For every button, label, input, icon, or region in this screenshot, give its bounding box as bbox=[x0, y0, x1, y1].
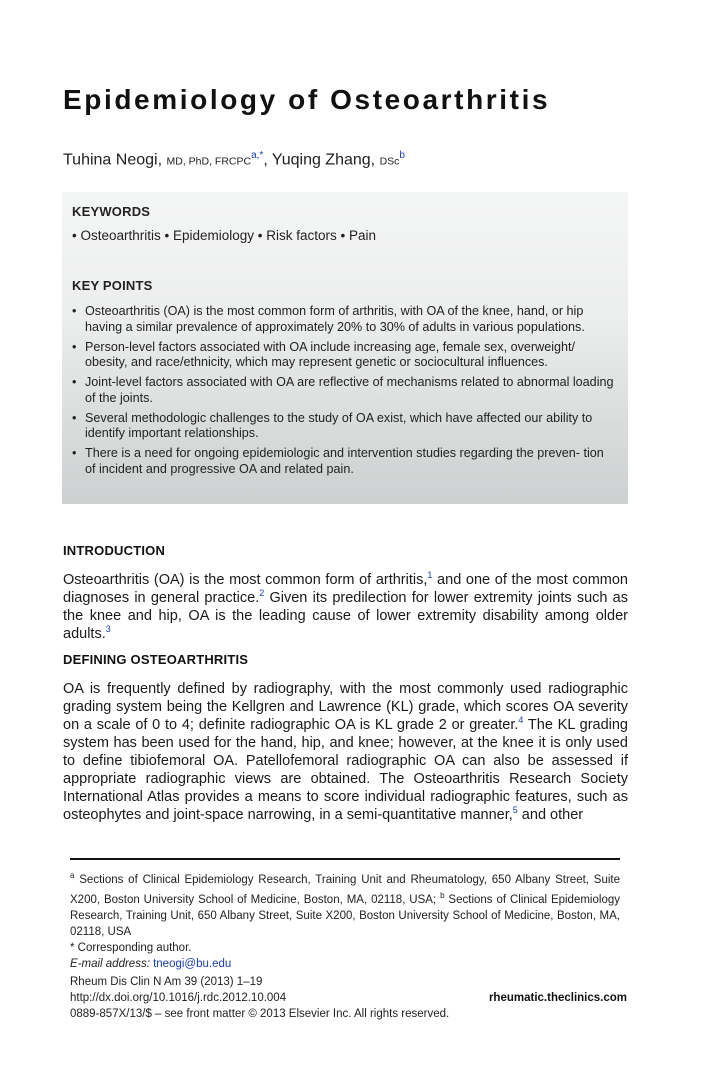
reference-link[interactable]: 5 bbox=[512, 805, 518, 816]
author-credentials: DSc bbox=[379, 155, 400, 168]
introduction-paragraph bbox=[63, 571, 628, 643]
introduction-heading: INTRODUCTION bbox=[63, 543, 166, 558]
key-point-item: • There is a need for ongoing epidemiologic and intervention studies regarding the preven- tion of incident and progressive OA and related pain. bbox=[72, 446, 617, 477]
reference-link[interactable]: 4 bbox=[518, 715, 524, 726]
author-name: Yuqing Zhang, bbox=[271, 151, 376, 169]
body-text: and one of the most common diagnoses in general practice. bbox=[63, 572, 628, 606]
affiliation-text: Sections of Clinical Epidemiology Research, Training Unit and Rheumatology, 650 Albany Street, Suite X200, Boston University School of Medicine, Boston, MA, 02118, USA; bbox=[70, 873, 620, 906]
email-link[interactable]: tneogi@bu.edu bbox=[153, 957, 232, 970]
affiliation-text: Sections of Clinical Epidemiology Research, Training Unit, 650 Albany Street, Suite X200, Boston University School of Medicine, Boston, MA, 02118, USA bbox=[70, 893, 620, 938]
key-point-item: • Several methodologic challenges to the study of OA exist, which have affected our ability to identify important relationships. bbox=[72, 411, 617, 442]
body-text: Given its predilection for lower extremity joints such as the knee and hip, OA is the leading cause of lower extremity disability among older adults. bbox=[63, 590, 628, 642]
author-credentials: MD, PhD, FRCPC bbox=[166, 155, 252, 168]
reference-link[interactable]: 3 bbox=[105, 624, 111, 635]
affiliations bbox=[70, 868, 620, 940]
journal-citation: Rheum Dis Clin N Am 39 (2013) 1–19 bbox=[70, 976, 263, 988]
keywords-heading: KEYWORDS bbox=[72, 204, 151, 219]
reference-link[interactable]: 1 bbox=[427, 570, 433, 581]
author-name: Tuhina Neogi, bbox=[63, 151, 163, 169]
affiliation-link[interactable]: b bbox=[399, 150, 405, 161]
journal-website[interactable]: rheumatic.theclinics.com bbox=[488, 992, 627, 1004]
key-point-item: • Person-level factors associated with OA include increasing age, female sex, overweight/ obesity, and race/ethnicity, which may represent genetic or sociocultural influences. bbox=[72, 340, 617, 371]
copyright-line: 0889-857X/13/$ – see front matter © 2013 Elsevier Inc. All rights reserved. bbox=[70, 1008, 450, 1020]
key-point-item: • Joint-level factors associated with OA are reflective of mechanisms related to abnormal loading of the joints. bbox=[72, 375, 617, 406]
reference-link[interactable]: 2 bbox=[259, 588, 265, 599]
defining-oa-paragraph bbox=[63, 680, 628, 824]
body-text: OA is frequently defined by radiography, with the most commonly used radiographic grading system being the Kellgren and Lawrence (KL) grade, which scores OA severity on a scale of 0 to 4; definite radiographic OA is KL grade 2 or greater. bbox=[63, 681, 628, 733]
doi-link[interactable]: http://dx.doi.org/10.1016/j.rdc.2012.10.004 bbox=[70, 992, 287, 1004]
defining-oa-heading: DEFINING OSTEOARTHRITIS bbox=[63, 652, 249, 667]
key-point-item: • Osteoarthritis (OA) is the most common form of arthritis, with OA of the knee, hand, or hip having a similar prevalence of approximately 20% to 30% of adults in various populations. bbox=[72, 304, 617, 335]
body-text: The KL grading system has been used for the hand, hip, and knee; however, at the knee it is only used to define tibiofemoral OA. Patellofemoral radiographic OA can also be assessed if appropriate radiographic views are obtained. The Osteoarthritis Research Society International Atlas provides a means to score individual radiographic features, such as osteophytes and joint-space narrowing, in a semi-quantitative manner, bbox=[63, 717, 628, 823]
author-separator: , bbox=[263, 151, 268, 169]
body-text: Osteoarthritis (OA) is the most common form of arthritis, bbox=[63, 572, 428, 588]
email-label: E-mail address: bbox=[70, 957, 150, 970]
keywords-keypoints-box bbox=[62, 192, 628, 504]
author-line bbox=[63, 150, 405, 169]
email-line bbox=[70, 956, 620, 972]
key-points-list bbox=[72, 304, 617, 482]
footnotes bbox=[70, 868, 620, 972]
article-title: Epidemiology of Osteoarthritis bbox=[63, 84, 551, 115]
affiliation-marker: b bbox=[440, 890, 445, 900]
body-text: and other bbox=[517, 807, 584, 823]
key-points-heading: KEY POINTS bbox=[72, 278, 153, 293]
affiliation-link[interactable]: a,* bbox=[251, 150, 264, 161]
corresponding-author: * Corresponding author. bbox=[70, 941, 192, 954]
affiliation-marker: a bbox=[70, 871, 75, 880]
keywords-list: • Osteoarthritis • Epidemiology • Risk factors • Pain bbox=[72, 228, 377, 243]
footnote-divider bbox=[70, 858, 620, 860]
